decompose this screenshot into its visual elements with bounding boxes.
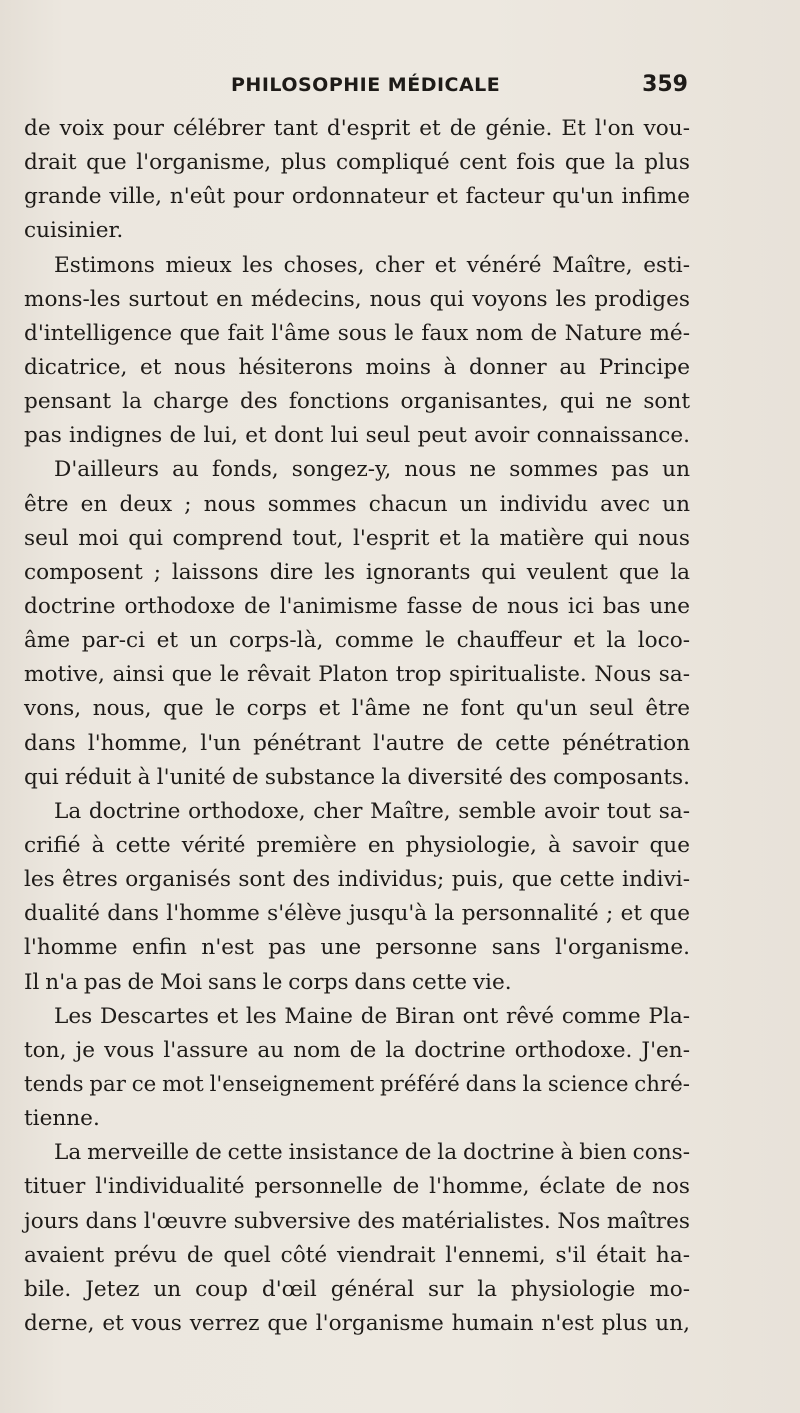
text-line: vons, nous, que le corps et l'âme ne font qu'un seul être: [24, 696, 690, 722]
text-line: motive, ainsi que le rêvait Platon trop spiritualiste. Nous sa-: [24, 662, 690, 688]
text-line: seul moi qui comprend tout, l'esprit et la matière qui nous: [24, 525, 690, 551]
text-line: jours dans l'œuvre subversive des matérialistes. Nos maîtres: [24, 1208, 690, 1234]
text-line: doctrine orthodoxe de l'animisme fasse de nous ici bas une: [24, 593, 690, 619]
text-line: dualité dans l'homme s'élève jusqu'à la personnalité ; et que: [24, 901, 690, 927]
text-line: D'ailleurs au fonds, songez-y, nous ne sommes pas un: [54, 457, 690, 483]
text-line: l'homme enfin n'est pas une personne sans l'organisme.: [24, 935, 690, 961]
text-line: dicatrice, et nous hésiterons moins à donner au Principe: [24, 354, 690, 380]
text-line: cuisinier.: [24, 218, 124, 244]
text-line: Estimons mieux les choses, cher et vénéré Maître, esti-: [54, 252, 690, 278]
text-line: La merveille de cette insistance de la doctrine à bien cons-: [54, 1140, 690, 1166]
text-line: de voix pour célébrer tant d'esprit et de génie. Et l'on vou-: [24, 116, 690, 141]
page-header: [24, 74, 688, 106]
text-line: ton, je vous l'assure au nom de la doctrine orthodoxe. J'en-: [24, 1037, 690, 1063]
page-number: 359: [642, 72, 688, 97]
text-line: d'intelligence que fait l'âme sous le faux nom de Nature mé-: [24, 320, 690, 346]
text-line: âme par-ci et un corps-là, comme le chauffeur et la loco-: [24, 628, 690, 654]
body-text: [24, 112, 690, 1341]
text-line: Il n'a pas de Moi sans le corps dans cette vie.: [24, 969, 512, 995]
running-title: PHILOSOPHIE MÉDICALE: [231, 74, 501, 96]
text-line: les êtres organisés sont des individus; puis, que cette indivi-: [24, 867, 690, 893]
text-line: qui réduit à l'unité de substance la diversité des composants.: [24, 764, 690, 790]
text-line: Les Descartes et les Maine de Biran ont rêvé comme Pla-: [54, 1003, 690, 1029]
text-line: crifié à cette vérité première en physiologie, à savoir que: [24, 832, 690, 858]
text-line: pas indignes de lui, et dont lui seul peut avoir connaissance.: [24, 423, 690, 449]
text-line: bile. Jetez un coup d'œil général sur la physiologie mo-: [24, 1276, 690, 1302]
text-line: derne, et vous verrez que l'organisme humain n'est plus un,: [24, 1310, 690, 1336]
text-line: être en deux ; nous sommes chacun un individu avec un: [24, 491, 690, 517]
text-line: tienne.: [24, 1106, 100, 1132]
text-line: La doctrine orthodoxe, cher Maître, semble avoir tout sa-: [54, 798, 690, 824]
text-line: composent ; laissons dire les ignorants qui veulent que la: [24, 559, 690, 585]
text-line: pensant la charge des fonctions organisantes, qui ne sont: [24, 389, 690, 415]
text-line: mons-les surtout en médecins, nous qui voyons les prodiges: [24, 286, 690, 312]
text-line: grande ville, n'eût pour ordonnateur et facteur qu'un infime: [24, 184, 690, 210]
text-line: tends par ce mot l'enseignement préféré dans la science chré-: [24, 1071, 690, 1097]
text-line: tituer l'individualité personnelle de l'homme, éclate de nos: [24, 1174, 690, 1200]
text-line: avaient prévu de quel côté viendrait l'ennemi, s'il était ha-: [24, 1242, 690, 1268]
text-line: drait que l'organisme, plus compliqué cent fois que la plus: [24, 150, 690, 176]
text-line: dans l'homme, l'un pénétrant l'autre de cette pénétration: [24, 730, 690, 756]
